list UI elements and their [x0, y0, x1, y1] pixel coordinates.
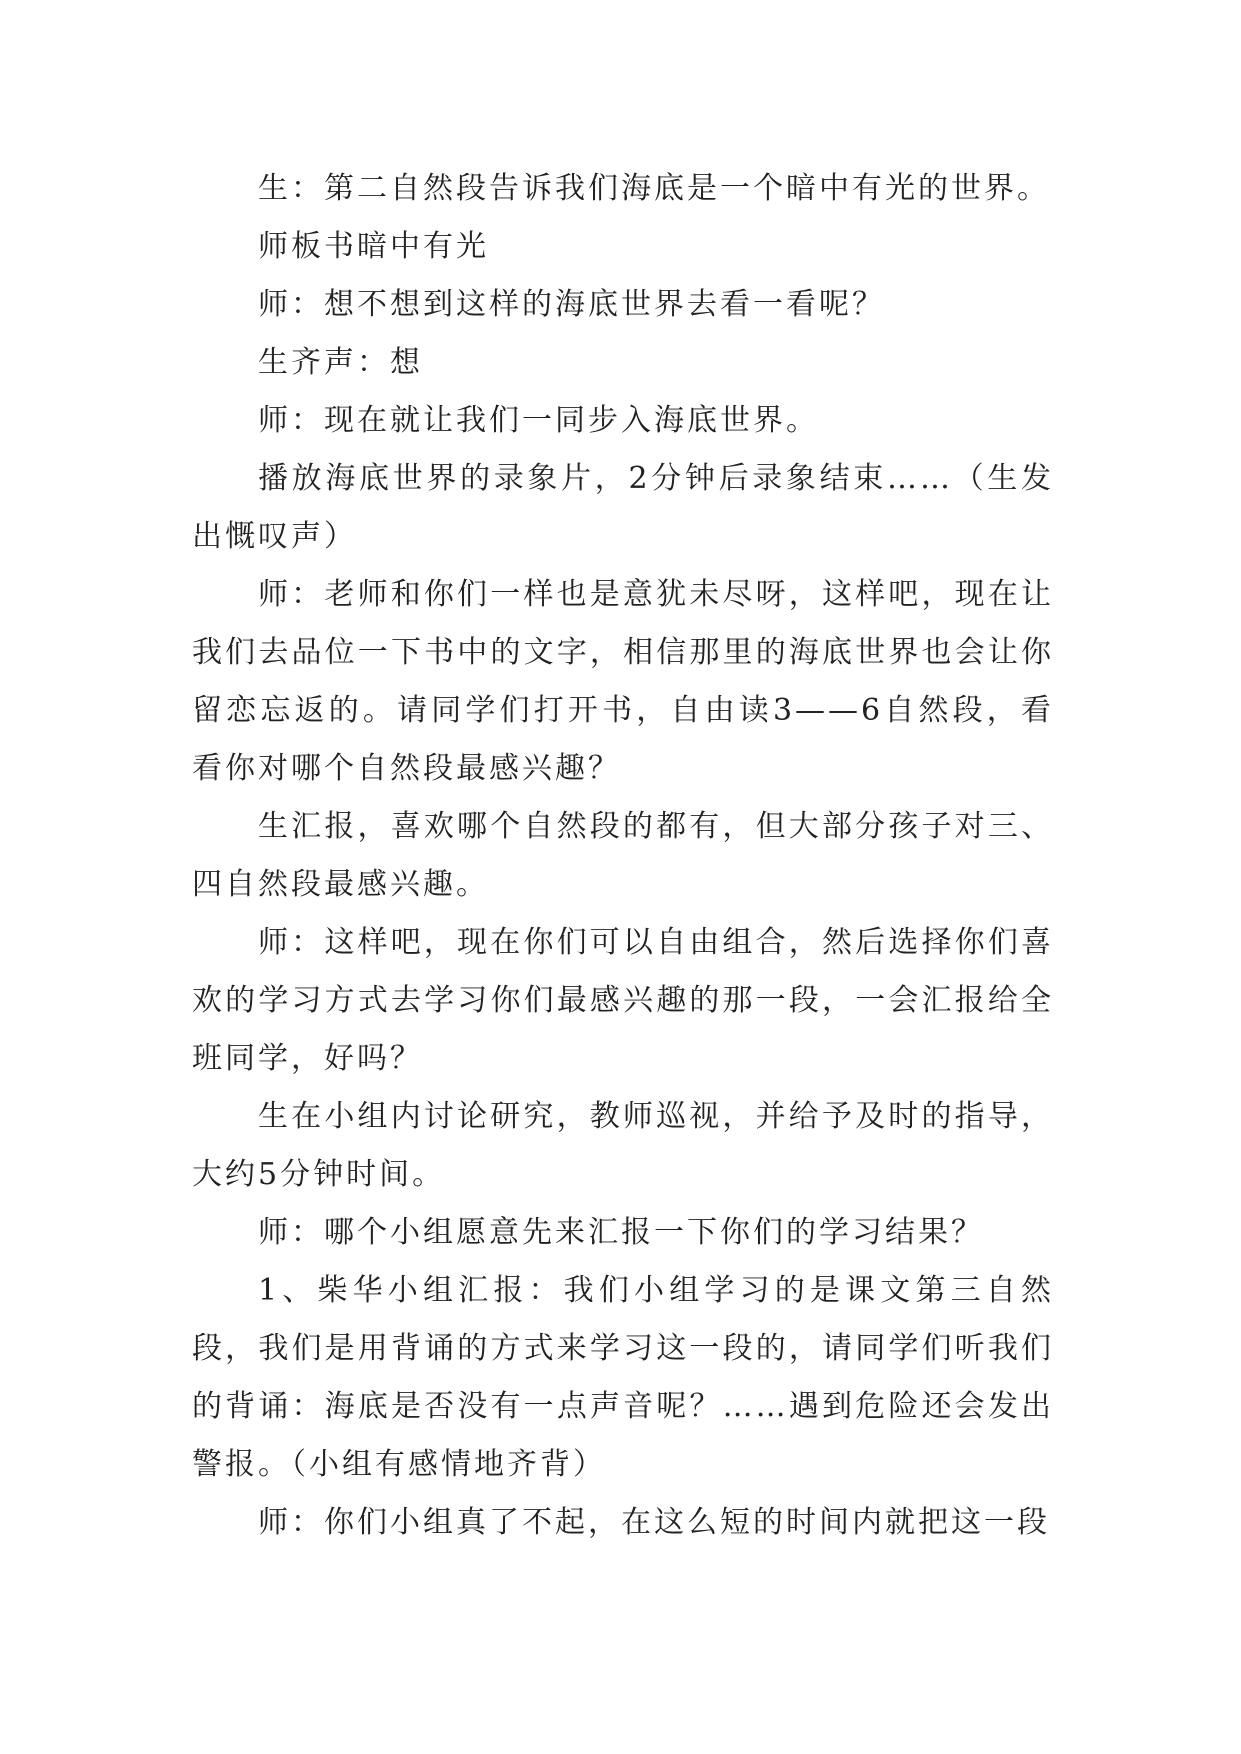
paragraph: 师：老师和你们一样也是意犹未尽呀，这样吧，现在让我们去品位一下书中的文字，相信那里的海底世界也会让你留恋忘返的。请同学们打开书，自由读3——6自然段，看看你对哪个自然段最感兴趣？	[192, 577, 1054, 786]
paragraph: 生在小组内讨论研究，教师巡视，并给予及时的指导，大约5分钟时间。	[192, 1099, 1054, 1192]
paragraph: 师板书暗中有光	[258, 229, 489, 264]
paragraph: 师：这样吧，现在你们可以自由组合，然后选择你们喜欢的学习方式去学习你们最感兴趣的那一段，一会汇报给全班同学，好吗？	[192, 925, 1054, 1076]
paragraph: 师：想不想到这样的海底世界去看一看呢？	[258, 287, 885, 322]
paragraph: 师：你们小组真了不起，在这么短的时间内就把这一段	[258, 1505, 1050, 1540]
paragraph: 师：现在就让我们一同步入海底世界。	[258, 403, 819, 438]
paragraph: 播放海底世界的录象片，2分钟后录象结束……（生发出慨叹声）	[192, 461, 1054, 554]
paragraph: 1、柴华小组汇报：我们小组学习的是课文第三自然段，我们是用背诵的方式来学习这一段的，请同学们听我们的背诵：海底是否没有一点声音呢？……遇到危险还会发出警报。（小组有感情地齐背）	[192, 1273, 1054, 1482]
paragraph: 生齐声：想	[258, 345, 423, 380]
paragraph: 生汇报，喜欢哪个自然段的都有，但大部分孩子对三、四自然段最感兴趣。	[192, 809, 1054, 902]
paragraph: 生：第二自然段告诉我们海底是一个暗中有光的世界。	[258, 171, 1050, 206]
paragraph: 师：哪个小组愿意先来汇报一下你们的学习结果？	[258, 1215, 984, 1250]
document-page	[192, 160, 1054, 1552]
